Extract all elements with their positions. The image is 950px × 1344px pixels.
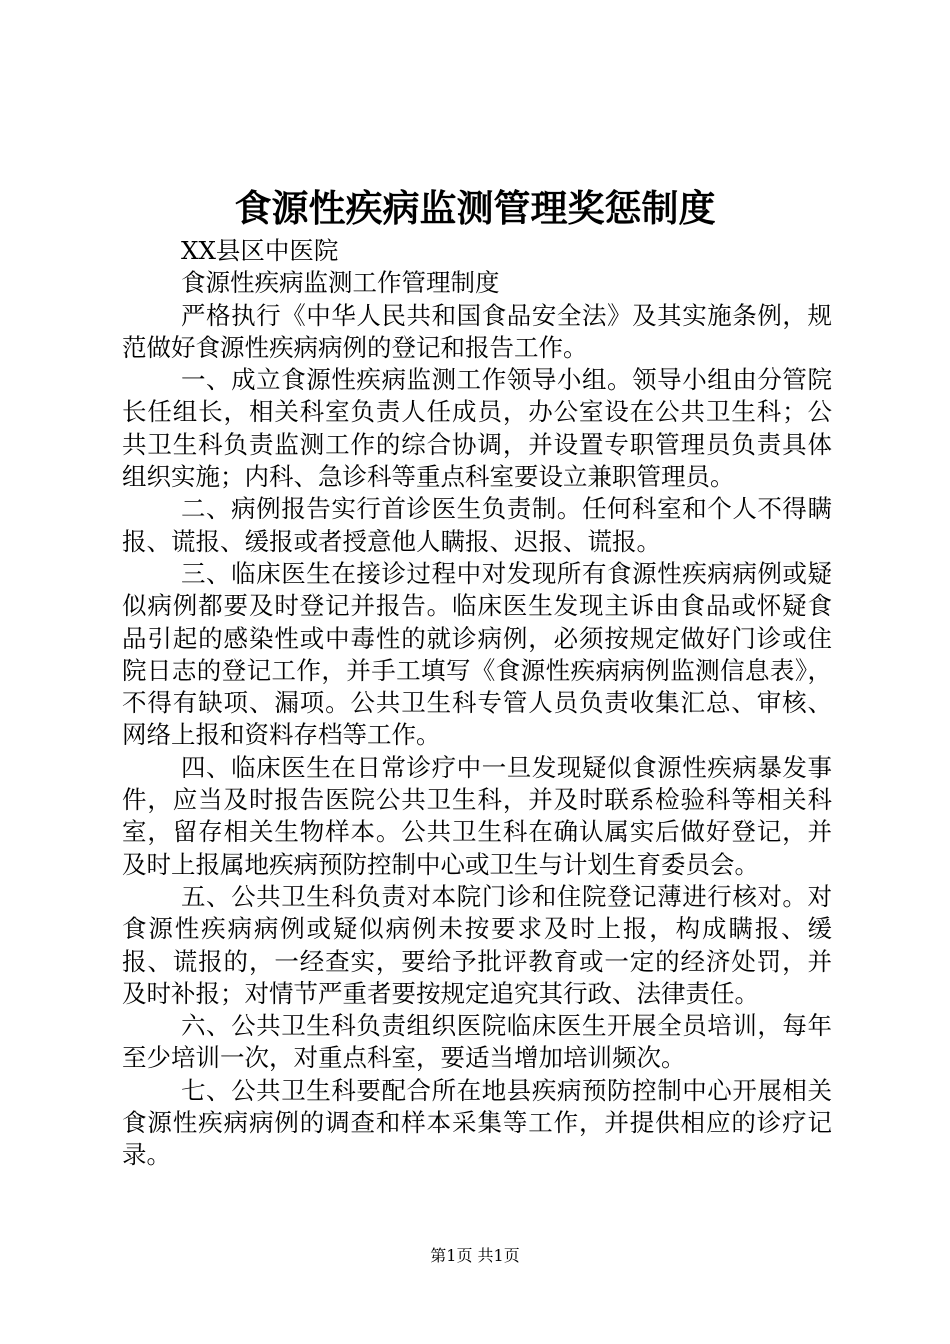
paragraph-item-7: 七、公共卫生科要配合所在地县疾病预防控制中心开展相关食源性疾病病例的调查和样本采集等工作，并提供相应的诊疗记录。 — [122, 1075, 832, 1170]
document-title: 食源性疾病监测管理奖惩制度 — [234, 186, 716, 230]
page-footer: 第1页 共1页 — [430, 1246, 520, 1265]
paragraph-item-4: 四、临床医生在日常诊疗中一旦发现疑似食源性疾病暴发事件，应当及时报告医院公共卫生科，并及时联系检验科等相关科室，留存相关生物样本。公共卫生科在确认属实后做好登记，并及时上报属地疾病预防控制中心或卫生与计划生育委员会。 — [122, 752, 832, 879]
paragraph-item-6: 六、公共卫生科负责组织医院临床医生开展全员培训，每年至少培训一次，对重点科室，要适当增加培训频次。 — [122, 1011, 832, 1073]
paragraph-item-1: 一、成立食源性疾病监测工作领导小组。领导小组由分管院长任组长，相关科室负责人任成员，办公室设在公共卫生科；公共卫生科负责监测工作的综合协调，并设置专职管理员负责具体组织实施；内科、急诊科等重点科室要设立兼职管理员。 — [122, 365, 832, 492]
paragraph-item-2: 二、病例报告实行首诊医生负责制。任何科室和个人不得瞒报、谎报、缓报或者授意他人瞒报、迟报、谎报。 — [122, 494, 832, 556]
paragraph-intro: 严格执行《中华人民共和国食品安全法》及其实施条例，规范做好食源性疾病病例的登记和报告工作。 — [122, 300, 832, 362]
hospital-name: XX县区中医院 — [181, 236, 339, 265]
document-body — [122, 235, 832, 1172]
paragraph-item-3: 三、临床医生在接诊过程中对发现所有食源性疾病病例或疑似病例都要及时登记并报告。临床医生发现主诉由食品或怀疑食品引起的感染性或中毒性的就诊病例，必须按规定做好门诊或住院日志的登记工作，并手工填写《食源性疾病病例监测信息表》，不得有缺项、漏项。公共卫生科专管人员负责收集汇总、审核、网络上报和资料存档等工作。 — [122, 558, 832, 750]
regulation-subtitle: 食源性疾病监测工作管理制度 — [181, 268, 500, 298]
paragraph-item-5: 五、公共卫生科负责对本院门诊和住院登记薄进行核对。对食源性疾病病例或疑似病例未按要求及时上报，构成瞒报、缓报、谎报的，一经查实，要给予批评教育或一定的经济处罚，并及时补报；对情节严重者要按规定追究其行政、法律责任。 — [122, 881, 832, 1008]
